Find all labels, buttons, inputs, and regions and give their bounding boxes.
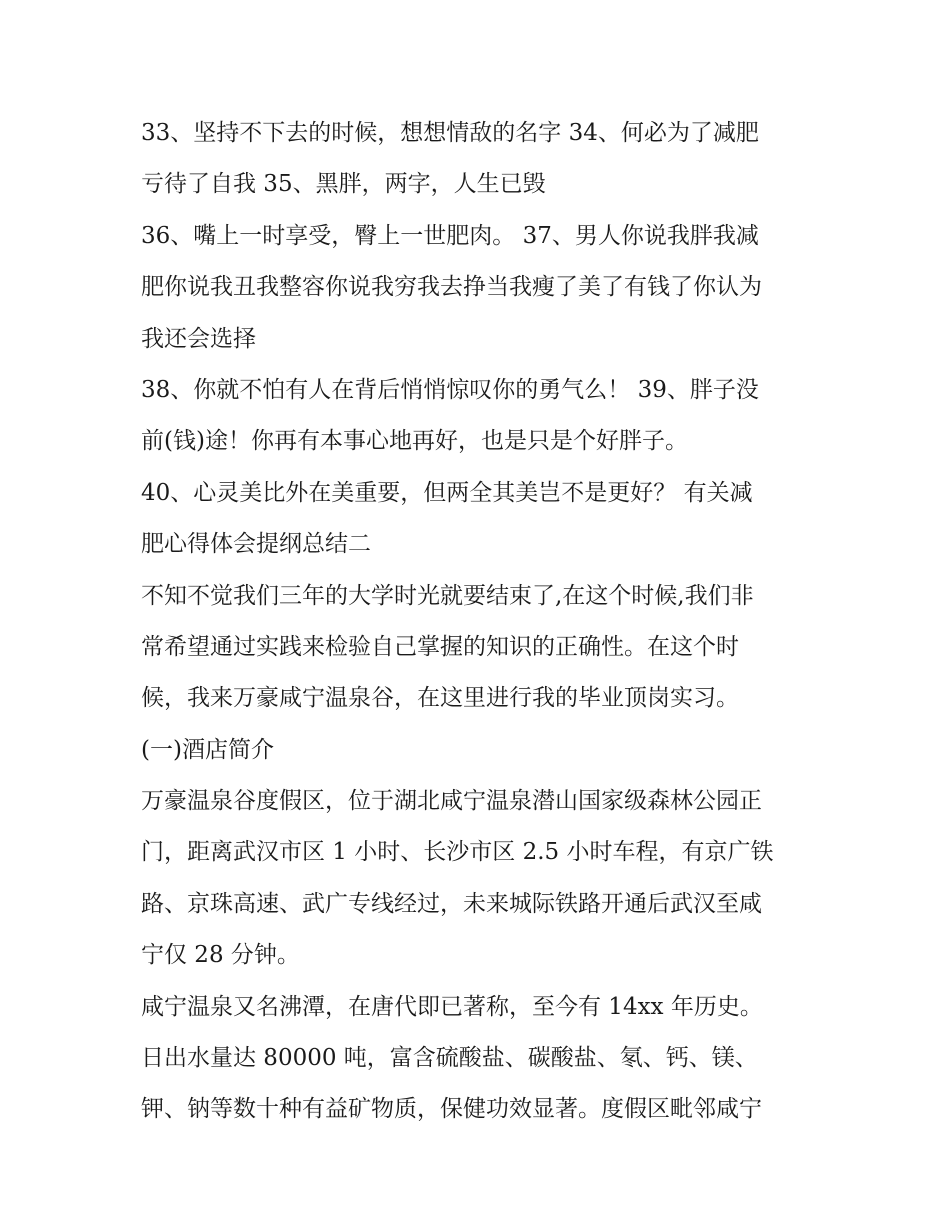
text-line: 门，距离武汉市区 1 小时、长沙市区 2.5 小时车程，有京广铁 bbox=[141, 839, 774, 866]
text-line: 亏待了自我 35、黑胖，两字，人生已毁 bbox=[141, 171, 546, 198]
text-line: 38、你就不怕有人在背后悄悄惊叹你的勇气么！ 39、胖子没 bbox=[141, 376, 759, 403]
text-line: 候，我来万豪咸宁温泉谷，在这里进行我的毕业顶岗实习。 bbox=[141, 685, 739, 712]
section-heading: (一)酒店简介 bbox=[141, 736, 274, 763]
text-line: 40、心灵美比外在美重要，但两全其美岂不是更好？ 有关减 bbox=[141, 479, 753, 506]
text-line: 我还会选择 bbox=[141, 325, 256, 352]
text-line: 日出水量达 80000 吨，富含硫酸盐、碳酸盐、氡、钙、镁、 bbox=[141, 1045, 758, 1072]
text-line: 不知不觉我们三年的大学时光就要结束了,在这个时候,我们非 bbox=[141, 582, 754, 609]
text-line: 万豪温泉谷度假区，位于湖北咸宁温泉潜山国家级森林公园正 bbox=[141, 788, 762, 815]
text-line: 咸宁温泉又名沸潭，在唐代即已著称，至今有 14xx 年历史。 bbox=[141, 993, 763, 1020]
document-body bbox=[141, 108, 831, 1136]
text-line: 宁仅 28 分钟。 bbox=[141, 942, 300, 969]
text-line: 36、嘴上一时享受，臀上一世肥肉。 37、男人你说我胖我减 bbox=[141, 222, 759, 249]
text-line: 路、京珠高速、武广专线经过，未来城际铁路开通后武汉至咸 bbox=[141, 890, 762, 917]
section-title-line: 肥心得体会提纲总结二 bbox=[141, 531, 371, 558]
text-line: 钾、钠等数十种有益矿物质，保健功效显著。度假区毗邻咸宁 bbox=[141, 1096, 762, 1123]
text-line: 33、坚持不下去的时候，想想情敌的名字 34、何必为了减肥 bbox=[141, 120, 759, 146]
text-line: 常希望通过实践来检验自己掌握的知识的正确性。在这个时 bbox=[141, 633, 739, 660]
text-line: 前(钱)途！你再有本事心地再好，也是只是个好胖子。 bbox=[141, 428, 688, 455]
text-line: 肥你说我丑我整容你说我穷我去挣当我瘦了美了有钱了你认为 bbox=[141, 274, 762, 301]
